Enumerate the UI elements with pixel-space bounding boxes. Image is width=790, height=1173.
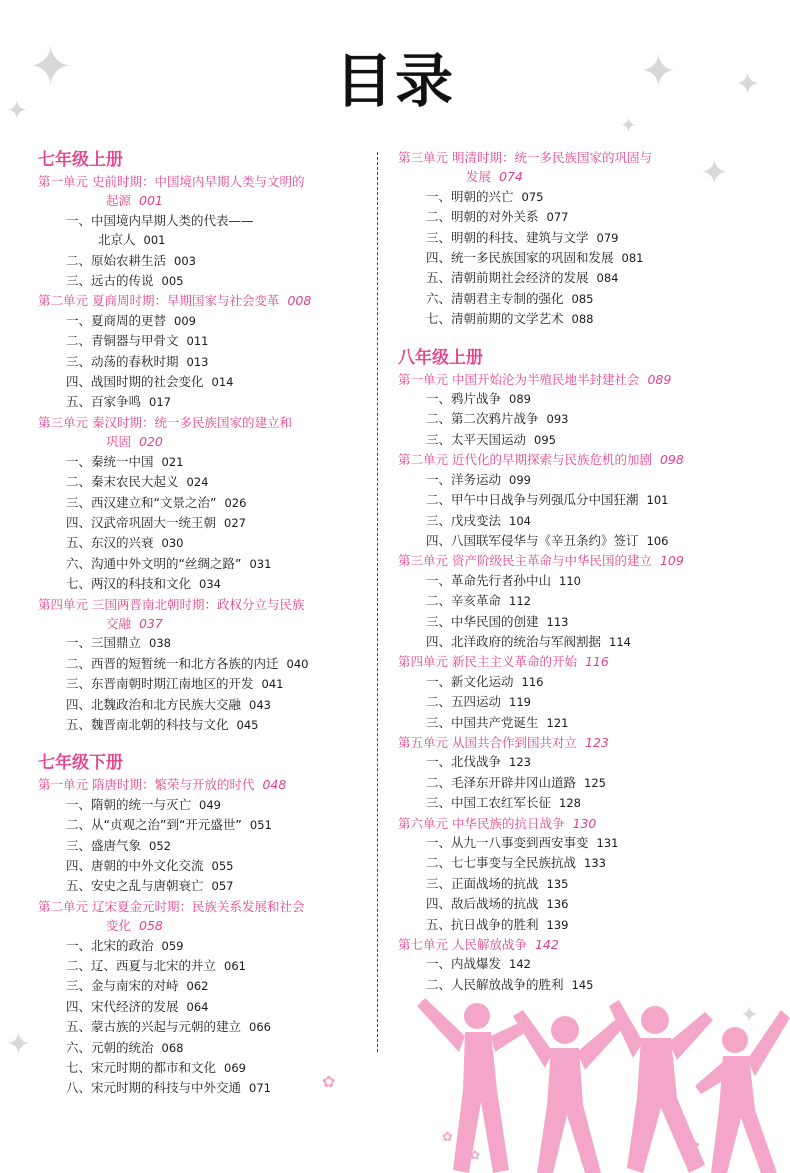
lesson-entry — [38, 554, 370, 574]
page-number: 041 — [261, 677, 284, 692]
lesson-entry — [398, 672, 758, 692]
unit-entry — [398, 551, 758, 570]
lesson-title: 一、隋朝的统一与灭亡 — [66, 796, 192, 812]
page-number: 059 — [161, 938, 184, 953]
unit-title-wrap — [38, 614, 370, 633]
lesson-entry — [398, 389, 758, 409]
lesson-entry — [398, 915, 758, 935]
lesson-entry — [38, 452, 370, 472]
page-number: 095 — [534, 432, 556, 447]
lesson-entry — [398, 591, 758, 611]
lesson-title: 一、新文化运动 — [426, 673, 514, 689]
page-number: 001 — [143, 233, 166, 248]
lesson-entry — [38, 271, 370, 291]
lesson-entry — [398, 531, 758, 551]
lesson-title: 二、西晋的短暂统一和北方各族的内迁 — [66, 655, 279, 671]
lesson-title: 三、盛唐气象 — [66, 837, 142, 853]
lesson-title: 二、青铜器与甲骨文 — [66, 333, 179, 349]
lesson-entry — [38, 574, 370, 594]
unit-entry — [38, 595, 370, 634]
unit-title: 第一单元 史前时期：中国境内早期人类与文明的 — [38, 174, 305, 189]
page-number: 145 — [571, 977, 594, 992]
lesson-title: 五、百家争鸣 — [66, 394, 142, 410]
lesson-entry — [38, 513, 370, 533]
page-number: 020 — [139, 434, 163, 450]
page-number: 123 — [584, 734, 609, 750]
lesson-title: 三、明朝的科技、建筑与文学 — [426, 229, 589, 245]
page-number: 089 — [647, 371, 672, 387]
page-number: 110 — [559, 573, 581, 588]
lesson-entry — [38, 311, 370, 331]
page-number: 133 — [584, 856, 606, 871]
lesson-title: 三、中华民国的创建 — [426, 613, 539, 629]
page-number: 130 — [572, 815, 597, 831]
lesson-entry — [38, 472, 370, 492]
page-number: 131 — [596, 836, 619, 850]
sparkle-icon: ✦ — [6, 96, 28, 126]
toc-right-column — [398, 148, 758, 995]
lesson-entry — [38, 1058, 370, 1078]
lesson-entry — [38, 836, 370, 856]
page-number: 051 — [249, 818, 272, 833]
unit-title-continued: 交融 — [106, 615, 132, 631]
grade-heading: 七年级上册 — [38, 150, 123, 170]
lesson-title: 三、远古的传说 — [66, 273, 154, 289]
page-number: 125 — [584, 775, 606, 790]
unit-title-wrap — [398, 167, 758, 186]
lesson-title: 一、革命先行者孙中山 — [426, 572, 552, 588]
lesson-title: 三、中国工农红军长征 — [426, 795, 552, 811]
lesson-entry — [38, 1078, 370, 1098]
lesson-entry — [38, 331, 370, 351]
lesson-entry — [398, 289, 758, 309]
unit-title-continued: 发展 — [466, 169, 492, 185]
page-number: 142 — [509, 957, 531, 972]
lesson-entry — [398, 248, 758, 268]
page-number: 017 — [149, 395, 171, 410]
lesson-title: 一、北伐战争 — [426, 754, 502, 770]
lesson-title: 三、太平天国运动 — [426, 431, 527, 447]
lesson-title: 五、清朝前期社会经济的发展 — [426, 270, 589, 286]
lesson-entry — [38, 392, 370, 412]
lesson-title: 二、毛泽东开辟井冈山道路 — [426, 774, 577, 790]
unit-title: 第一单元 中国开始沦为半殖民地半封建社会 — [398, 371, 640, 387]
lesson-title: 一、夏商周的更替 — [66, 312, 167, 328]
page-number: 045 — [236, 717, 259, 732]
lesson-entry — [38, 876, 370, 896]
page-number: 093 — [546, 412, 569, 427]
lesson-entry — [38, 815, 370, 835]
sparkle-icon: ✦ — [740, 1003, 759, 1028]
lesson-entry — [398, 632, 758, 652]
page-number: 066 — [249, 1020, 271, 1035]
lesson-entry — [38, 715, 370, 735]
lesson-entry — [398, 692, 758, 712]
lesson-title: 二、五四运动 — [426, 694, 502, 710]
unit-title: 第三单元 秦汉时期：统一多民族国家的建立和 — [38, 414, 292, 430]
lesson-entry — [38, 211, 370, 251]
page-number: 116 — [521, 674, 544, 689]
unit-title: 第五单元 从国共合作到国共对立 — [398, 734, 577, 750]
lesson-entry — [38, 856, 370, 876]
page-number: 089 — [509, 392, 531, 407]
flower-icon: ✿ — [442, 1130, 453, 1145]
lesson-entry — [398, 409, 758, 429]
page-number: 135 — [546, 876, 569, 891]
unit-title: 第二单元 辽宋夏金元时期：民族关系发展和社会 — [38, 898, 305, 914]
lesson-entry — [38, 633, 370, 653]
lesson-entry — [398, 470, 758, 490]
flower-icon: ✿ — [322, 1072, 336, 1091]
lesson-title: 八、宋元时期的科技与中外交通 — [66, 1080, 242, 1096]
lesson-title: 三、动荡的春秋时期 — [66, 353, 179, 369]
page-number: 064 — [186, 999, 209, 1014]
page-number: 136 — [546, 897, 569, 912]
lesson-title: 四、八国联军侵华与《辛丑条约》签订 — [426, 532, 639, 548]
page-number: 038 — [149, 636, 171, 651]
page-number: 021 — [161, 454, 184, 469]
page-number: 030 — [161, 536, 184, 551]
lesson-entry — [38, 936, 370, 956]
page-number: 106 — [646, 533, 669, 548]
page-number: 112 — [509, 594, 531, 609]
lesson-entry — [398, 228, 758, 248]
lesson-title: 二、辛亥革命 — [426, 593, 502, 609]
dancers-silhouette — [405, 990, 790, 1173]
unit-entry — [398, 733, 758, 752]
lesson-entry — [398, 207, 758, 227]
page-number: 011 — [186, 334, 209, 349]
unit-entry — [38, 291, 370, 310]
flower-icon: ✿ — [470, 1148, 481, 1162]
page-number: 037 — [139, 615, 163, 631]
lesson-title: 五、东汉的兴衰 — [66, 535, 154, 551]
lesson-title: 四、敌后战场的抗战 — [426, 896, 539, 912]
lesson-entry — [398, 430, 758, 450]
lesson-title: 二、人民解放战争的胜利 — [426, 976, 564, 992]
lesson-entry — [398, 752, 758, 772]
lesson-title: 二、甲午中日战争与列强瓜分中国狂潮 — [426, 492, 639, 508]
lesson-title: 二、第二次鸦片战争 — [426, 411, 539, 427]
lesson-title: 四、北魏政治和北方民族大交融 — [66, 696, 242, 712]
lesson-entry — [38, 251, 370, 271]
lesson-title: 三、东晋南朝时期江南地区的开发 — [66, 676, 254, 692]
toc-left-column — [38, 148, 370, 1099]
unit-title: 第七单元 人民解放战争 — [398, 937, 527, 953]
lesson-title: 二、辽、西夏与北宋的并立 — [66, 958, 217, 974]
lesson-title: 七、宋元时期的都市和文化 — [66, 1060, 217, 1076]
unit-entry — [398, 148, 758, 187]
unit-title: 第三单元 明清时期：统一多民族国家的巩固与 — [398, 150, 652, 165]
lesson-title: 四、汉武帝巩固大一统王朝 — [66, 514, 217, 530]
lesson-title: 二、七七事变与全民族抗战 — [426, 855, 577, 871]
lesson-entry — [38, 695, 370, 715]
lesson-title: 四、宋代经济的发展 — [66, 998, 179, 1014]
page-number: 026 — [224, 495, 247, 510]
lesson-title: 一、从九一八事变到西安事变 — [426, 835, 589, 850]
page-number: 084 — [596, 271, 619, 286]
unit-entry — [398, 370, 758, 389]
unit-entry — [398, 652, 758, 671]
lesson-title-continued: 北京人 — [98, 232, 136, 248]
page-number: 139 — [546, 917, 569, 932]
unit-title: 第四单元 三国两晋南北朝时期：政权分立与民族 — [38, 596, 305, 612]
page-number: 014 — [211, 375, 234, 390]
lesson-entry — [38, 1038, 370, 1058]
lesson-entry — [398, 773, 758, 793]
unit-title: 第二单元 近代化的早期探索与民族危机的加剧 — [398, 452, 652, 468]
page-title: 目录 — [334, 47, 455, 115]
lesson-title: 四、北洋政府的统治与军阀割据 — [426, 633, 602, 649]
unit-title: 第六单元 中华民族的抗日战争 — [398, 815, 565, 831]
lesson-title: 三、中国共产党诞生 — [426, 714, 539, 730]
unit-title: 第四单元 新民主主义革命的开始 — [398, 654, 577, 670]
lesson-title: 六、元朝的统治 — [66, 1039, 154, 1055]
page-number: 081 — [621, 251, 644, 266]
lesson-entry — [398, 853, 758, 873]
flower-icon: ✿ — [688, 1138, 700, 1154]
lesson-title: 四、唐朝的中外文化交流 — [66, 858, 204, 873]
page-number: 074 — [499, 169, 523, 185]
lesson-entry — [398, 954, 758, 974]
page-number: 057 — [211, 879, 234, 894]
lesson-entry — [38, 1017, 370, 1037]
lesson-title: 一、洋务运动 — [426, 471, 502, 487]
sparkle-icon: ✦ — [640, 46, 677, 97]
page-number: 049 — [199, 797, 221, 812]
page-number: 062 — [186, 979, 209, 994]
lesson-title: 三、正面战场的抗战 — [426, 875, 539, 891]
unit-entry — [38, 775, 370, 794]
unit-entry — [38, 413, 370, 452]
lesson-title: 五、抗日战争的胜利 — [426, 916, 539, 932]
lesson-entry — [38, 493, 370, 513]
page-number: 116 — [584, 654, 609, 670]
lesson-title-wrap — [66, 230, 370, 250]
lesson-title: 五、魏晋南北朝的科技与文化 — [66, 716, 229, 732]
lesson-title: 一、秦统一中国 — [66, 453, 154, 469]
lesson-entry — [398, 309, 758, 329]
page-number: 104 — [509, 513, 531, 528]
lesson-title: 六、清朝君主专制的强化 — [426, 290, 564, 306]
page-number: 085 — [571, 291, 594, 306]
page-number: 098 — [659, 452, 684, 468]
page-number: 099 — [509, 472, 531, 487]
page-number: 024 — [186, 475, 209, 490]
lesson-entry — [38, 654, 370, 674]
page-number: 003 — [174, 253, 196, 268]
page-number: 005 — [161, 274, 184, 289]
lesson-title: 二、明朝的对外关系 — [426, 209, 539, 225]
page-number: 052 — [149, 838, 171, 853]
lesson-entry — [398, 833, 758, 853]
lesson-entry — [38, 795, 370, 815]
lesson-title: 一、鸦片战争 — [426, 391, 502, 407]
lesson-title: 六、沟通中外文明的“丝绸之路” — [66, 555, 242, 571]
lesson-entry — [38, 372, 370, 392]
lesson-title: 七、两汉的科技和文化 — [66, 576, 192, 592]
page-number: 079 — [596, 230, 619, 245]
sparkle-icon: ✦ — [6, 1027, 32, 1062]
grade-heading: 七年级下册 — [38, 753, 123, 774]
page-number: 075 — [521, 189, 544, 204]
page-number: 109 — [659, 553, 684, 569]
page-number: 123 — [509, 755, 531, 770]
unit-entry — [398, 935, 758, 954]
unit-title-continued: 变化 — [106, 918, 132, 934]
page-number: 001 — [139, 193, 163, 209]
lesson-title: 一、北宋的政治 — [66, 937, 154, 953]
page-number: 119 — [509, 695, 531, 710]
page-number: 142 — [534, 937, 559, 953]
lesson-title: 四、战国时期的社会变化 — [66, 374, 204, 390]
lesson-title: 二、原始农耕生活 — [66, 252, 167, 268]
page-number: 055 — [211, 859, 234, 873]
lesson-entry — [398, 793, 758, 813]
page-number: 031 — [249, 556, 272, 571]
unit-title: 第一单元 隋唐时期：繁荣与开放的时代 — [38, 777, 255, 793]
lesson-entry — [38, 674, 370, 694]
lesson-title: 一、明朝的兴亡 — [426, 188, 514, 204]
lesson-entry — [398, 713, 758, 733]
page-number: 061 — [224, 959, 246, 974]
page-number: 128 — [559, 796, 581, 811]
lesson-entry — [398, 268, 758, 288]
unit-entry — [398, 814, 758, 833]
lesson-entry — [38, 997, 370, 1017]
column-divider — [377, 152, 378, 1052]
page-number: 114 — [609, 634, 631, 649]
page-number: 034 — [199, 577, 221, 592]
page-number: 121 — [546, 715, 569, 730]
lesson-entry — [38, 533, 370, 553]
grade-heading: 八年级上册 — [398, 347, 483, 368]
unit-title-continued: 巩固 — [106, 434, 132, 450]
page-number: 008 — [287, 293, 312, 309]
lesson-title: 一、三国鼎立 — [66, 635, 142, 651]
page-number: 048 — [262, 777, 287, 793]
lesson-title: 二、秦末农民大起义 — [66, 474, 179, 490]
lesson-entry — [398, 187, 758, 207]
page-number: 069 — [224, 1061, 246, 1076]
lesson-title: 五、安史之乱与唐朝衰亡 — [66, 878, 204, 894]
lesson-title: 二、从“贞观之治”到“开元盛世” — [66, 817, 242, 833]
page-number: 013 — [186, 354, 209, 369]
sparkle-icon: ✦ — [620, 113, 637, 137]
lesson-entry — [398, 894, 758, 914]
page-number: 101 — [646, 493, 669, 508]
lesson-title: 一、中国境内早期人类的代表—— — [66, 212, 254, 228]
unit-title: 第二单元 夏商周时期：早期国家与社会变革 — [38, 293, 280, 309]
unit-entry — [38, 172, 370, 211]
lesson-entry — [38, 956, 370, 976]
page-number: 068 — [161, 1040, 184, 1055]
unit-entry — [38, 897, 370, 936]
unit-title-continued: 起源 — [106, 193, 132, 209]
sparkle-icon: ✦ — [735, 67, 761, 102]
lesson-entry — [398, 612, 758, 632]
page-number: 071 — [249, 1081, 271, 1096]
unit-title-wrap — [38, 191, 370, 210]
page-number: 077 — [546, 210, 569, 225]
page-number: 113 — [546, 614, 569, 629]
page-number: 043 — [249, 697, 271, 712]
lesson-entry — [398, 490, 758, 510]
unit-title-wrap — [38, 432, 370, 451]
lesson-entry — [398, 874, 758, 894]
lesson-entry — [398, 511, 758, 531]
lesson-title: 三、金与南宋的对峙 — [66, 978, 179, 994]
lesson-title: 三、西汉建立和“文景之治” — [66, 494, 217, 510]
lesson-title: 一、内战爆发 — [426, 956, 502, 972]
unit-title-wrap — [38, 916, 370, 935]
page-number: 088 — [571, 312, 594, 327]
unit-entry — [398, 450, 758, 469]
page-number: 040 — [286, 656, 309, 671]
sparkle-icon: ✦ — [28, 35, 74, 98]
lesson-title: 七、清朝前期的文学艺术 — [426, 311, 564, 327]
lesson-title: 五、蒙古族的兴起与元朝的建立 — [66, 1019, 242, 1035]
page-number: 009 — [174, 313, 196, 328]
lesson-entry — [38, 976, 370, 996]
page-number: 027 — [224, 515, 246, 530]
page-number: 058 — [139, 918, 163, 934]
sparkle-icon: ✦ — [700, 153, 729, 193]
lesson-entry — [38, 352, 370, 372]
lesson-title: 四、统一多民族国家的巩固和发展 — [426, 250, 614, 266]
lesson-entry — [398, 571, 758, 591]
unit-title: 第三单元 资产阶级民主革命与中华民国的建立 — [398, 553, 652, 569]
lesson-title: 三、戊戌变法 — [426, 512, 502, 528]
